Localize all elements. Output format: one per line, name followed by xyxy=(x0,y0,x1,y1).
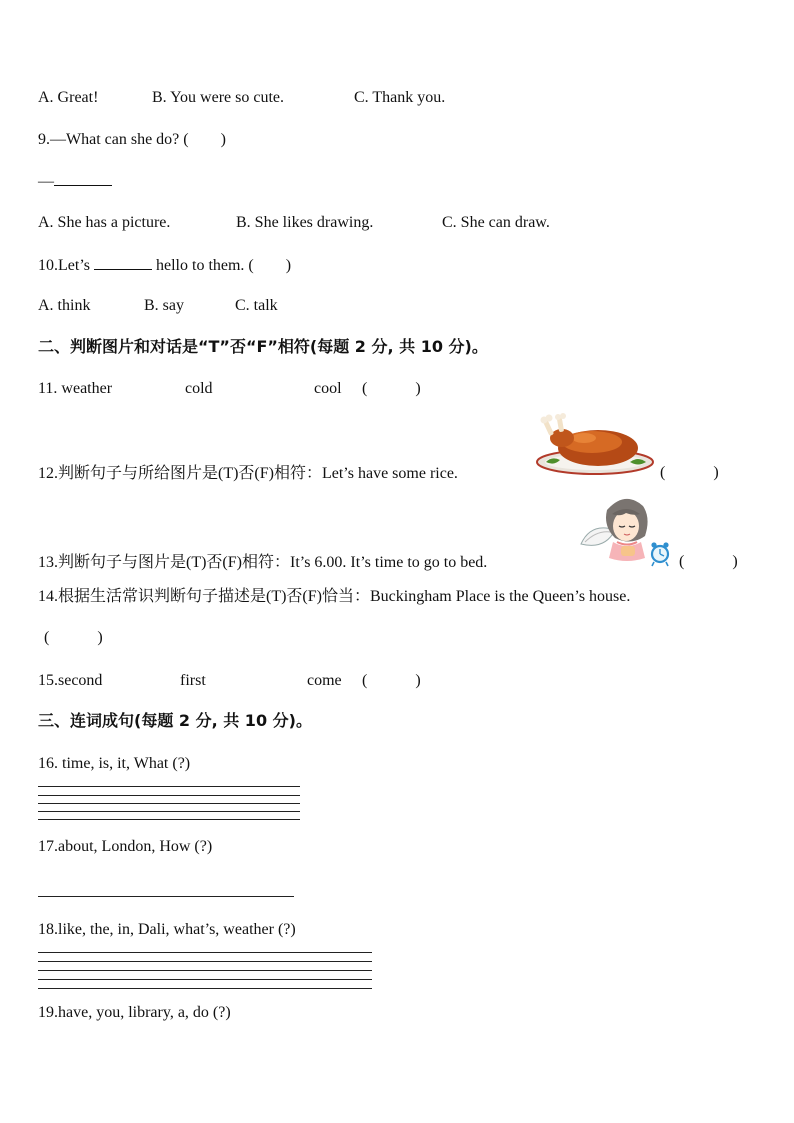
roast-turkey-image xyxy=(534,412,656,478)
q9-answer-blank xyxy=(54,171,112,186)
q16-answer-rule-2 xyxy=(38,795,300,796)
q18-answer-rule-2 xyxy=(38,961,372,962)
q18-answer-rule-4 xyxy=(38,979,372,980)
q10-option-b: B. say xyxy=(144,297,184,314)
q18-text: 18.like, the, in, Dali, what’s, weather (?) xyxy=(38,921,296,938)
q17-text: 17.about, London, How (?) xyxy=(38,838,213,855)
q11-word-3: cool xyxy=(314,380,342,397)
q10-blank xyxy=(94,255,152,270)
q15-answer-paren: ( ) xyxy=(362,672,421,689)
q15-word-2: first xyxy=(180,672,206,689)
q10-question xyxy=(38,255,291,276)
section3-heading: 三、连词成句(每题 2 分, 共 10 分)。 xyxy=(38,711,312,730)
q9-answer-dash: — xyxy=(38,173,54,190)
q16-text: 16. time, is, it, What (?) xyxy=(38,755,191,772)
q16-answer-rule-3 xyxy=(38,803,300,804)
q9-option-b: B. She likes drawing. xyxy=(236,214,374,231)
q8-option-c: C. Thank you. xyxy=(354,89,446,106)
q8-option-a: A. Great! xyxy=(38,89,99,106)
q9-option-a: A. She has a picture. xyxy=(38,214,171,231)
q16-answer-rule-4 xyxy=(38,811,300,812)
q15-word-1: 15.second xyxy=(38,672,103,689)
q12-answer-paren: ( ) xyxy=(660,464,719,481)
q10-option-c: C. talk xyxy=(235,297,278,314)
q18-answer-rule-1 xyxy=(38,952,372,953)
q11-word-1: 11. weather xyxy=(38,380,113,397)
q17-answer-rule xyxy=(38,896,294,897)
q8-option-b: B. You were so cute. xyxy=(152,89,284,106)
q9-option-c: C. She can draw. xyxy=(442,214,550,231)
q19-text: 19.have, you, library, a, do (?) xyxy=(38,1004,231,1021)
q13-text: 13.判断句子与图片是(T)否(F)相符：It’s 6.00. It’s time to go to bed. xyxy=(38,554,488,571)
q18-answer-rule-5 xyxy=(38,988,372,989)
q9-question: 9.—What can she do? ( ) xyxy=(38,131,226,148)
q10-before: 10.Let’s xyxy=(38,257,90,274)
q10-after: hello to them. ( ) xyxy=(156,257,292,274)
q18-answer-rule-3 xyxy=(38,970,372,971)
q11-word-2: cold xyxy=(185,380,213,397)
girl-waking-image xyxy=(577,492,672,570)
q11-answer-paren: ( ) xyxy=(362,380,421,397)
q15-word-3: come xyxy=(307,672,342,689)
q13-answer-paren: ( ) xyxy=(679,553,738,570)
section2-heading: 二、判断图片和对话是“T”否“F”相符(每题 2 分, 共 10 分)。 xyxy=(38,337,488,356)
q10-option-a: A. think xyxy=(38,297,91,314)
q12-text: 12.判断句子与所给图片是(T)否(F)相符：Let’s have some rice. xyxy=(38,465,458,482)
q16-answer-rule-1 xyxy=(38,786,300,787)
q14-text: 14.根据生活常识判断句子描述是(T)否(F)恰当：Buckingham Place is the Queen’s house. xyxy=(38,588,631,605)
q16-answer-rule-5 xyxy=(38,819,300,820)
q9-answer-line xyxy=(38,171,112,192)
q14-answer-paren: ( ) xyxy=(44,629,103,646)
